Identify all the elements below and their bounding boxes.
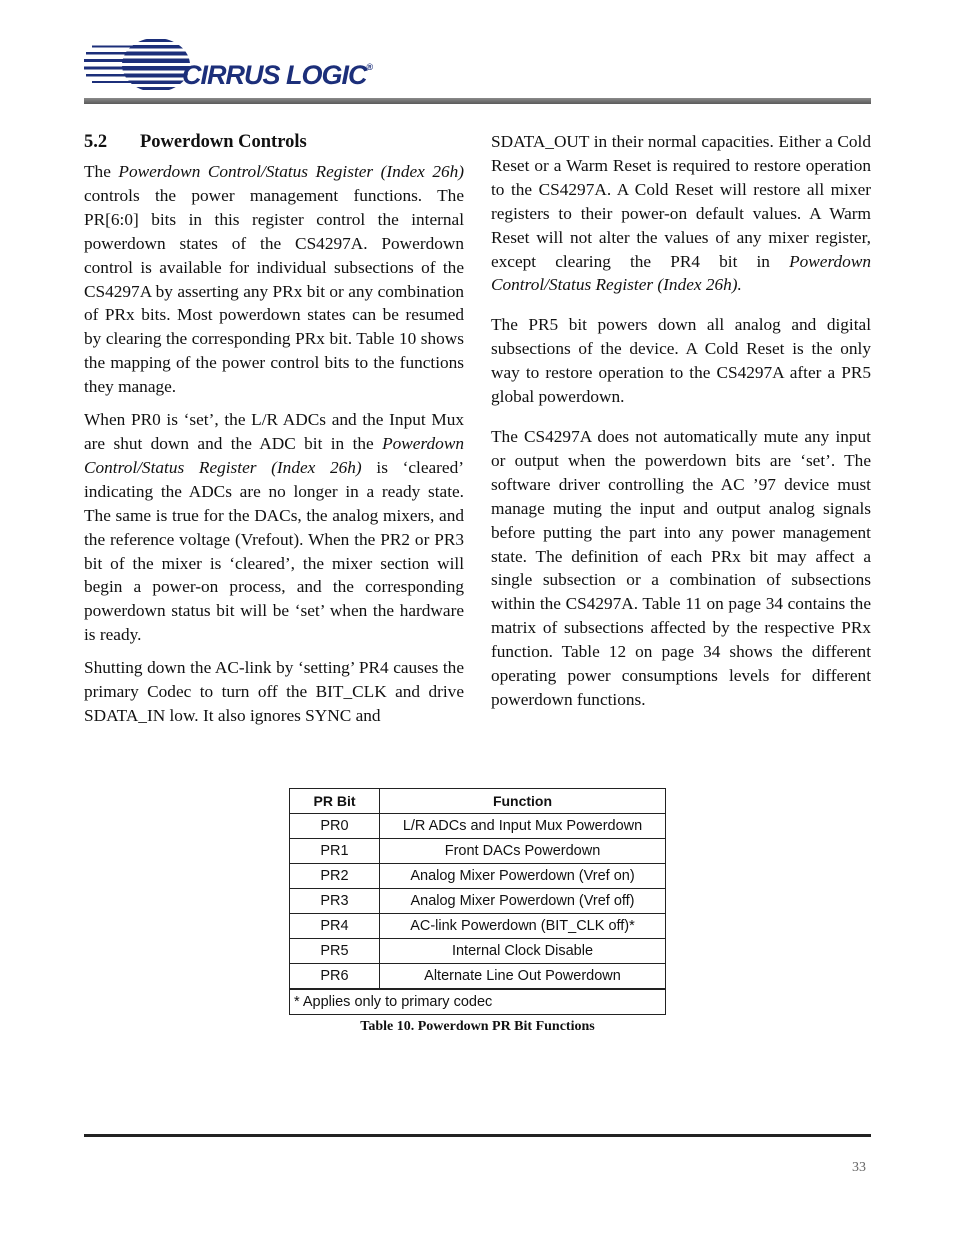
paragraph-reset — [491, 130, 871, 297]
table-footnote: * Applies only to primary codec — [290, 989, 666, 1015]
section-heading — [84, 130, 464, 154]
register-reference: Powerdown Control/Status Register (Index 26h). — [491, 251, 871, 295]
table-row — [290, 814, 666, 839]
cirrus-logic-logo — [84, 34, 374, 96]
pr-bit-cell: PR6 — [290, 964, 380, 990]
table-row — [290, 939, 666, 964]
logo-wordmark: CIRRUS LOGIC — [182, 60, 367, 90]
table-row — [290, 914, 666, 939]
paragraph-powerdown-intro — [84, 160, 464, 399]
paragraph-pr5: The PR5 bit powers down all analog and digital subsections of the device. A Cold Reset is the only way to restore operation to the CS4297A after a PR5 global powerdown. — [491, 315, 871, 407]
table-row — [290, 964, 666, 990]
function-cell: Alternate Line Out Powerdown — [380, 964, 666, 990]
table-row — [290, 864, 666, 889]
paragraph-pr4: Shutting down the AC-link by ‘setting’ PR4 causes the primary Codec to turn off the BIT_CLK and drive SDATA_IN low. It also ignores SYNC and — [84, 658, 464, 725]
table-row — [290, 889, 666, 914]
paragraph-mute: The CS4297A does not automatically mute any input or output when the powerdown bits are ‘set’. The software driver controlling the AC ’97 device must manage muting the input and output analog signals before putting the part into any power management state. The definition of each PRx bit may affect a single subsection or a combination of subsections within the CS4297A. Table 11 on page 34 contains the matrix of subsections affected by the respective PRx function. Table 12 on page 34 shows the different operating power consumptions levels for different powerdown functions. — [491, 426, 871, 709]
header-rule — [84, 98, 871, 104]
function-cell: Front DACs Powerdown — [380, 839, 666, 864]
footer-rule — [84, 1134, 871, 1137]
pr-bit-cell: PR2 — [290, 864, 380, 889]
function-cell: L/R ADCs and Input Mux Powerdown — [380, 814, 666, 839]
pr-bit-cell: PR3 — [290, 889, 380, 914]
pr-bit-cell: PR5 — [290, 939, 380, 964]
function-cell: Analog Mixer Powerdown (Vref off) — [380, 889, 666, 914]
text-run: When PR0 is ‘set’, the L/R ADCs and the Input Mux are shut down and the ADC bit in the — [84, 410, 464, 453]
text-run: SDATA_OUT in their normal capacities. Either a Cold Reset or a Warm Reset is required to restore operation to the CS4297A. A Cold Reset will restore all mixer registers to their power-on default values. A Warm Reset will not alter the values of any mixer register, except clearing the PR4 bit in — [491, 132, 871, 271]
function-cell: Internal Clock Disable — [380, 939, 666, 964]
text-run: controls the power management functions. The PR[6:0] bits in this register control the internal powerdown states of the CS4297A. Powerdown control is available for individual subsections of the CS4297A by asserting any PRx bit or any combination of PRx bits. Most powerdown states can be resumed by clearing the corresponding PRx bit. Table 10 shows the mapping of the power control bits to the functions they manage. — [84, 185, 464, 397]
table-caption: Table 10. Powerdown PR Bit Functions — [360, 1019, 595, 1034]
register-reference: Powerdown Control/Status Register (Index 26h) — [84, 433, 464, 477]
text-run: The — [84, 162, 111, 181]
page-number: 33 — [852, 1160, 866, 1175]
pr-bit-cell: PR0 — [290, 814, 380, 839]
paragraph-pr0 — [84, 408, 464, 647]
pr-bit-table — [289, 788, 666, 1015]
register-reference: Powerdown Control/Status Register (Index 26h) — [118, 162, 464, 181]
registered-mark: ® — [366, 62, 373, 72]
pr-bit-cell: PR1 — [290, 839, 380, 864]
section-title: Powerdown Controls — [140, 132, 307, 152]
section-number: 5.2 — [84, 132, 108, 152]
right-column — [491, 130, 871, 728]
table-footnote-row — [290, 989, 666, 1015]
pr-bit-cell: PR4 — [290, 914, 380, 939]
column-header-function: Function — [380, 789, 666, 814]
logo-swoosh-icon — [84, 34, 194, 96]
table-header-row — [290, 789, 666, 814]
left-column — [84, 130, 464, 737]
function-cell: AC-link Powerdown (BIT_CLK off)* — [380, 914, 666, 939]
column-header-pr-bit: PR Bit — [290, 789, 380, 814]
text-run: is ‘cleared’ indicating the ADCs are no longer in a ready state. The same is true for the DACs, the analog mixers, and the reference voltage (Vrefout). When the PR2 or PR3 bit of the mixer is ‘cleared’, the mixer section will begin a power-on process, and the corresponding powerdown status bit will be ‘set’ when the hardware is ready. — [84, 457, 465, 645]
table-row — [290, 839, 666, 864]
function-cell: Analog Mixer Powerdown (Vref on) — [380, 864, 666, 889]
